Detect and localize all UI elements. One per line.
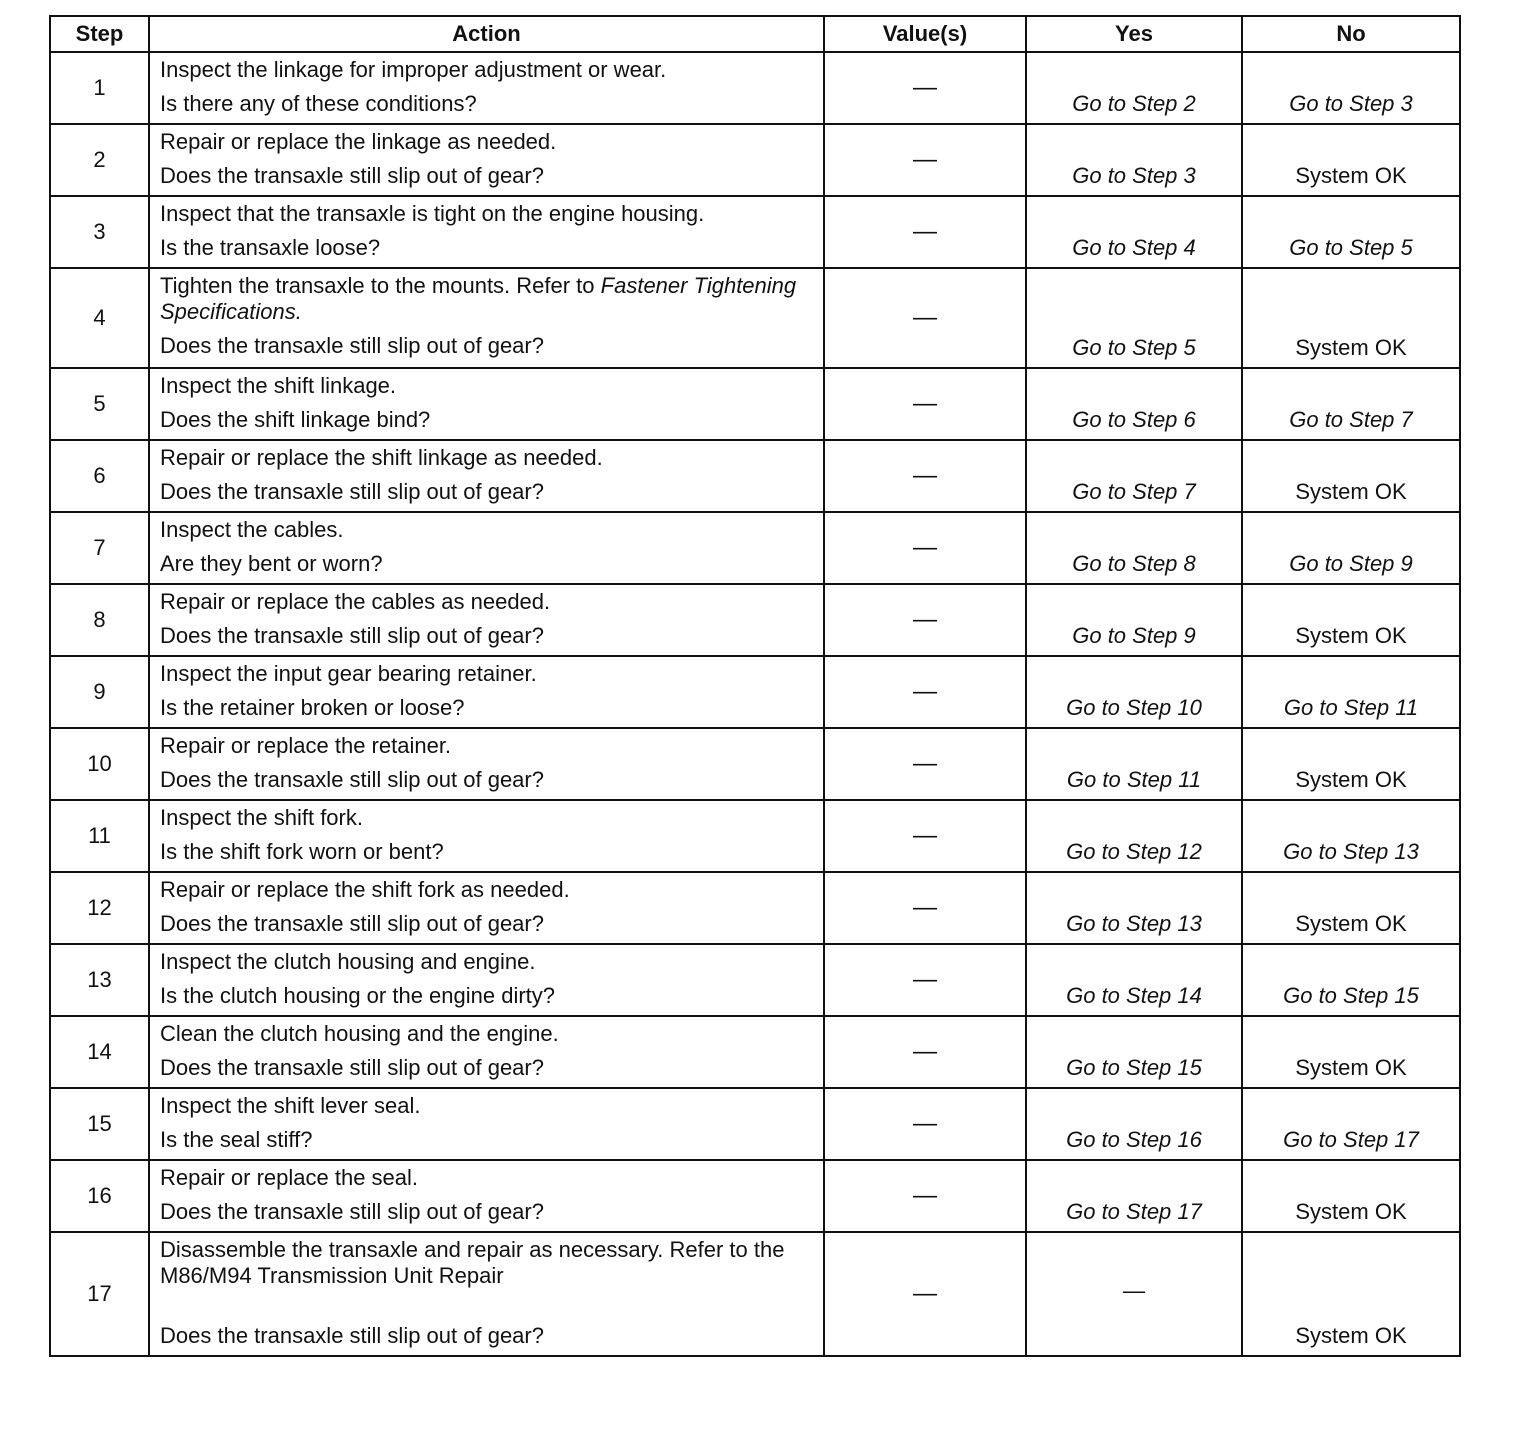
table-row bbox=[50, 656, 1460, 728]
no-cell: Go to Step 11 bbox=[1242, 656, 1460, 728]
header-row bbox=[50, 16, 1460, 52]
table-row bbox=[50, 52, 1460, 124]
action-question: Does the transaxle still slip out of gear? bbox=[160, 1323, 544, 1348]
step-number: 11 bbox=[50, 800, 149, 872]
table-row bbox=[50, 1160, 1460, 1232]
value-cell: — bbox=[824, 1232, 1026, 1356]
action-question: Does the transaxle still slip out of gear? bbox=[160, 623, 544, 648]
table-row bbox=[50, 196, 1460, 268]
yes-cell: Go to Step 12 bbox=[1026, 800, 1242, 872]
step-number: 5 bbox=[50, 368, 149, 440]
action-question: Does the transaxle still slip out of gear? bbox=[160, 333, 544, 358]
action-instruction: Repair or replace the shift linkage as needed. bbox=[160, 445, 603, 470]
spec-reference: Fastener Tightening Specifications bbox=[160, 273, 797, 324]
value-cell: — bbox=[824, 512, 1026, 584]
value-cell: — bbox=[824, 368, 1026, 440]
yes-cell: Go to Step 2 bbox=[1026, 52, 1242, 124]
value-cell: — bbox=[824, 800, 1026, 872]
no-cell: Go to Step 5 bbox=[1242, 196, 1460, 268]
action-instruction: Clean the clutch housing and the engine. bbox=[160, 1021, 559, 1046]
no-cell: Go to Step 9 bbox=[1242, 512, 1460, 584]
yes-cell: Go to Step 7 bbox=[1026, 440, 1242, 512]
step-number: 7 bbox=[50, 512, 149, 584]
action-question: Is the clutch housing or the engine dirty? bbox=[160, 983, 556, 1008]
header-yes: Yes bbox=[1026, 16, 1242, 52]
instruction-end: . bbox=[295, 299, 302, 324]
action-cell bbox=[149, 1016, 824, 1088]
action-question: Does the transaxle still slip out of gear? bbox=[160, 479, 544, 504]
value-cell: — bbox=[824, 52, 1026, 124]
action-cell bbox=[149, 368, 824, 440]
yes-cell: Go to Step 3 bbox=[1026, 124, 1242, 196]
yes-cell: Go to Step 15 bbox=[1026, 1016, 1242, 1088]
action-question: Does the transaxle still slip out of gear? bbox=[160, 163, 544, 188]
yes-cell: Go to Step 6 bbox=[1026, 368, 1242, 440]
yes-cell: — bbox=[1026, 1232, 1242, 1356]
table-row bbox=[50, 368, 1460, 440]
action-cell bbox=[149, 124, 824, 196]
yes-cell: Go to Step 16 bbox=[1026, 1088, 1242, 1160]
value-cell: — bbox=[824, 728, 1026, 800]
yes-cell: Go to Step 14 bbox=[1026, 944, 1242, 1016]
header-no: No bbox=[1242, 16, 1460, 52]
action-instruction: Inspect the shift lever seal. bbox=[160, 1093, 421, 1118]
no-cell: System OK bbox=[1242, 440, 1460, 512]
no-cell: Go to Step 17 bbox=[1242, 1088, 1460, 1160]
action-question: Is the seal stiff? bbox=[160, 1127, 313, 1152]
value-cell: — bbox=[824, 944, 1026, 1016]
table-row bbox=[50, 1232, 1460, 1356]
step-number: 15 bbox=[50, 1088, 149, 1160]
step-number: 3 bbox=[50, 196, 149, 268]
table-row bbox=[50, 728, 1460, 800]
table-row bbox=[50, 268, 1460, 368]
no-cell: Go to Step 13 bbox=[1242, 800, 1460, 872]
action-instruction: Repair or replace the linkage as needed. bbox=[160, 129, 557, 154]
table-row bbox=[50, 1016, 1460, 1088]
step-number: 16 bbox=[50, 1160, 149, 1232]
yes-cell: Go to Step 13 bbox=[1026, 872, 1242, 944]
action-instruction: Inspect the linkage for improper adjustment or wear. bbox=[160, 57, 667, 82]
action-instruction bbox=[160, 273, 813, 325]
no-cell: Go to Step 3 bbox=[1242, 52, 1460, 124]
yes-cell: Go to Step 8 bbox=[1026, 512, 1242, 584]
no-cell: System OK bbox=[1242, 584, 1460, 656]
action-cell bbox=[149, 1232, 824, 1356]
action-instruction: Inspect that the transaxle is tight on the engine housing. bbox=[160, 201, 705, 226]
step-number: 8 bbox=[50, 584, 149, 656]
no-cell: System OK bbox=[1242, 872, 1460, 944]
table-row bbox=[50, 1088, 1460, 1160]
yes-cell: Go to Step 9 bbox=[1026, 584, 1242, 656]
step-number: 14 bbox=[50, 1016, 149, 1088]
diagnostic-table bbox=[49, 15, 1461, 1357]
no-cell: System OK bbox=[1242, 1160, 1460, 1232]
yes-cell: Go to Step 11 bbox=[1026, 728, 1242, 800]
yes-cell: Go to Step 4 bbox=[1026, 196, 1242, 268]
header-step: Step bbox=[50, 16, 149, 52]
table-row bbox=[50, 944, 1460, 1016]
step-number: 6 bbox=[50, 440, 149, 512]
action-question: Does the transaxle still slip out of gear? bbox=[160, 911, 544, 936]
action-cell bbox=[149, 728, 824, 800]
action-question: Are they bent or worn? bbox=[160, 551, 383, 576]
table-row bbox=[50, 440, 1460, 512]
step-number: 1 bbox=[50, 52, 149, 124]
value-cell: — bbox=[824, 124, 1026, 196]
value-cell: — bbox=[824, 268, 1026, 368]
table-row bbox=[50, 800, 1460, 872]
action-instruction: Inspect the shift linkage. bbox=[160, 373, 397, 398]
action-cell bbox=[149, 1160, 824, 1232]
value-cell: — bbox=[824, 440, 1026, 512]
action-instruction: Repair or replace the cables as needed. bbox=[160, 589, 551, 614]
action-cell bbox=[149, 800, 824, 872]
action-question: Is the transaxle loose? bbox=[160, 235, 381, 260]
step-number: 10 bbox=[50, 728, 149, 800]
step-number: 12 bbox=[50, 872, 149, 944]
action-cell bbox=[149, 268, 824, 368]
action-instruction: Repair or replace the retainer. bbox=[160, 733, 452, 758]
action-cell bbox=[149, 656, 824, 728]
table-row bbox=[50, 512, 1460, 584]
action-instruction: Repair or replace the seal. bbox=[160, 1165, 419, 1190]
action-cell bbox=[149, 1088, 824, 1160]
action-question: Is the retainer broken or loose? bbox=[160, 695, 465, 720]
yes-cell: Go to Step 5 bbox=[1026, 268, 1242, 368]
action-question: Is there any of these conditions? bbox=[160, 91, 477, 116]
action-instruction: Inspect the cables. bbox=[160, 517, 344, 542]
no-cell: Go to Step 7 bbox=[1242, 368, 1460, 440]
no-cell: System OK bbox=[1242, 1232, 1460, 1356]
action-instruction: Inspect the clutch housing and engine. bbox=[160, 949, 536, 974]
step-number: 13 bbox=[50, 944, 149, 1016]
value-cell: — bbox=[824, 1160, 1026, 1232]
action-instruction: Disassemble the transaxle and repair as necessary. Refer to the M86/M94 Transmission Unit Repair bbox=[160, 1237, 785, 1288]
value-cell: — bbox=[824, 584, 1026, 656]
action-cell bbox=[149, 512, 824, 584]
step-number: 17 bbox=[50, 1232, 149, 1356]
step-number: 2 bbox=[50, 124, 149, 196]
no-cell: System OK bbox=[1242, 124, 1460, 196]
value-cell: — bbox=[824, 1016, 1026, 1088]
action-instruction: Inspect the input gear bearing retainer. bbox=[160, 661, 537, 686]
step-number: 9 bbox=[50, 656, 149, 728]
action-instruction: Repair or replace the shift fork as needed. bbox=[160, 877, 570, 902]
value-cell: — bbox=[824, 196, 1026, 268]
step-number: 4 bbox=[50, 268, 149, 368]
action-question: Is the shift fork worn or bent? bbox=[160, 839, 444, 864]
table-row bbox=[50, 124, 1460, 196]
action-cell bbox=[149, 944, 824, 1016]
header-values: Value(s) bbox=[824, 16, 1026, 52]
yes-cell: Go to Step 17 bbox=[1026, 1160, 1242, 1232]
action-question: Does the shift linkage bind? bbox=[160, 407, 431, 432]
value-cell: — bbox=[824, 872, 1026, 944]
action-cell bbox=[149, 872, 824, 944]
no-cell: System OK bbox=[1242, 1016, 1460, 1088]
action-cell bbox=[149, 196, 824, 268]
value-cell: — bbox=[824, 656, 1026, 728]
action-instruction: Inspect the shift fork. bbox=[160, 805, 363, 830]
action-cell bbox=[149, 440, 824, 512]
value-cell: — bbox=[824, 1088, 1026, 1160]
no-cell: System OK bbox=[1242, 268, 1460, 368]
instruction-text: Tighten the transaxle to the mounts. Refer to bbox=[160, 273, 601, 298]
yes-cell: Go to Step 10 bbox=[1026, 656, 1242, 728]
table-row bbox=[50, 584, 1460, 656]
no-cell: Go to Step 15 bbox=[1242, 944, 1460, 1016]
action-question: Does the transaxle still slip out of gear? bbox=[160, 1055, 544, 1080]
header-action: Action bbox=[149, 16, 824, 52]
action-cell bbox=[149, 584, 824, 656]
action-question: Does the transaxle still slip out of gear? bbox=[160, 1199, 544, 1224]
table-row bbox=[50, 872, 1460, 944]
action-question: Does the transaxle still slip out of gear? bbox=[160, 767, 544, 792]
action-cell bbox=[149, 52, 824, 124]
no-cell: System OK bbox=[1242, 728, 1460, 800]
